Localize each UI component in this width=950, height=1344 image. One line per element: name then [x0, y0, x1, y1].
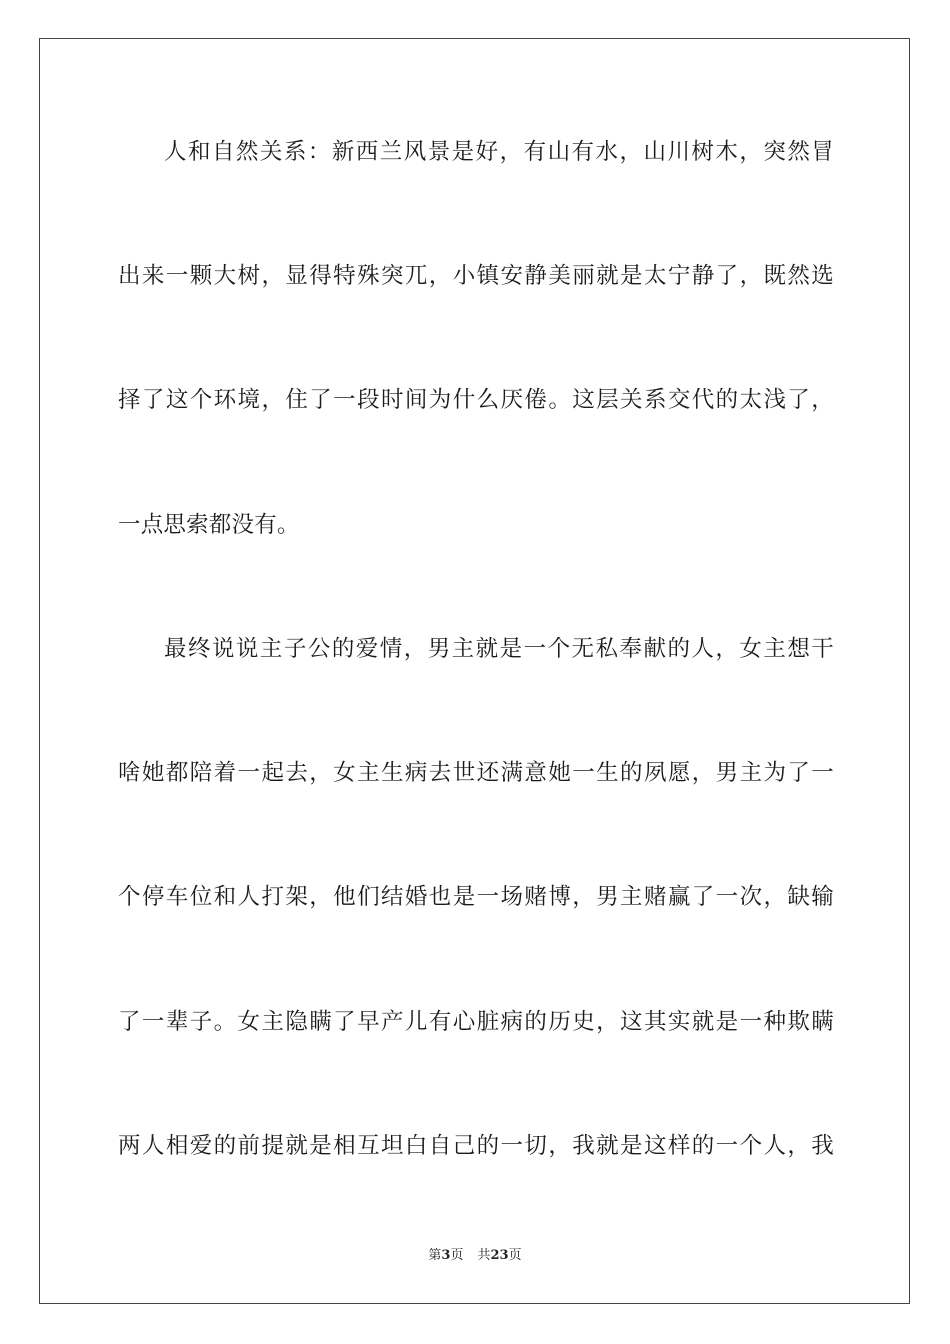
total-suffix: 页: [508, 1248, 522, 1263]
paragraph-2-line-5: 两人相爱的前提就是相互坦白自己的一切，我就是这样的一个人，我: [118, 1133, 834, 1159]
paragraph-2-line-2: 啥她都陪着一起去，女主生病去世还满意她一生的夙愿，男主为了一: [118, 760, 834, 786]
total-pages: 23: [490, 1248, 509, 1263]
paragraph-2-line-1: 最终说说主子公的爱情，男主就是一个无私奉献的人，女主想干: [164, 636, 834, 662]
paragraph-2-line-3: 个停车位和人打架，他们结婚也是一场赌博，男主赌赢了一次，缺输: [118, 884, 834, 910]
paragraph-1-line-4: 一点思索都没有。: [118, 512, 300, 538]
page-footer: [0, 1247, 950, 1265]
page-number: 3: [441, 1248, 451, 1263]
paragraph-1-line-2: 出来一颗大树，显得特殊突兀，小镇安静美丽就是太宁静了，既然选: [118, 263, 834, 289]
paragraph-1-line-3: 择了这个环境，住了一段时间为什么厌倦。这层关系交代的太浅了，: [118, 387, 834, 413]
page-suffix: 页: [450, 1248, 464, 1263]
paragraph-1-line-1: 人和自然关系：新西兰风景是好，有山有水，山川树木，突然冒: [164, 139, 834, 165]
page-border: [39, 38, 910, 1304]
page-prefix: 第: [428, 1248, 442, 1263]
paragraph-2-line-4: 了一辈子。女主隐瞒了早产儿有心脏病的历史，这其实就是一种欺瞒: [118, 1009, 834, 1035]
total-prefix: 共: [477, 1248, 491, 1263]
